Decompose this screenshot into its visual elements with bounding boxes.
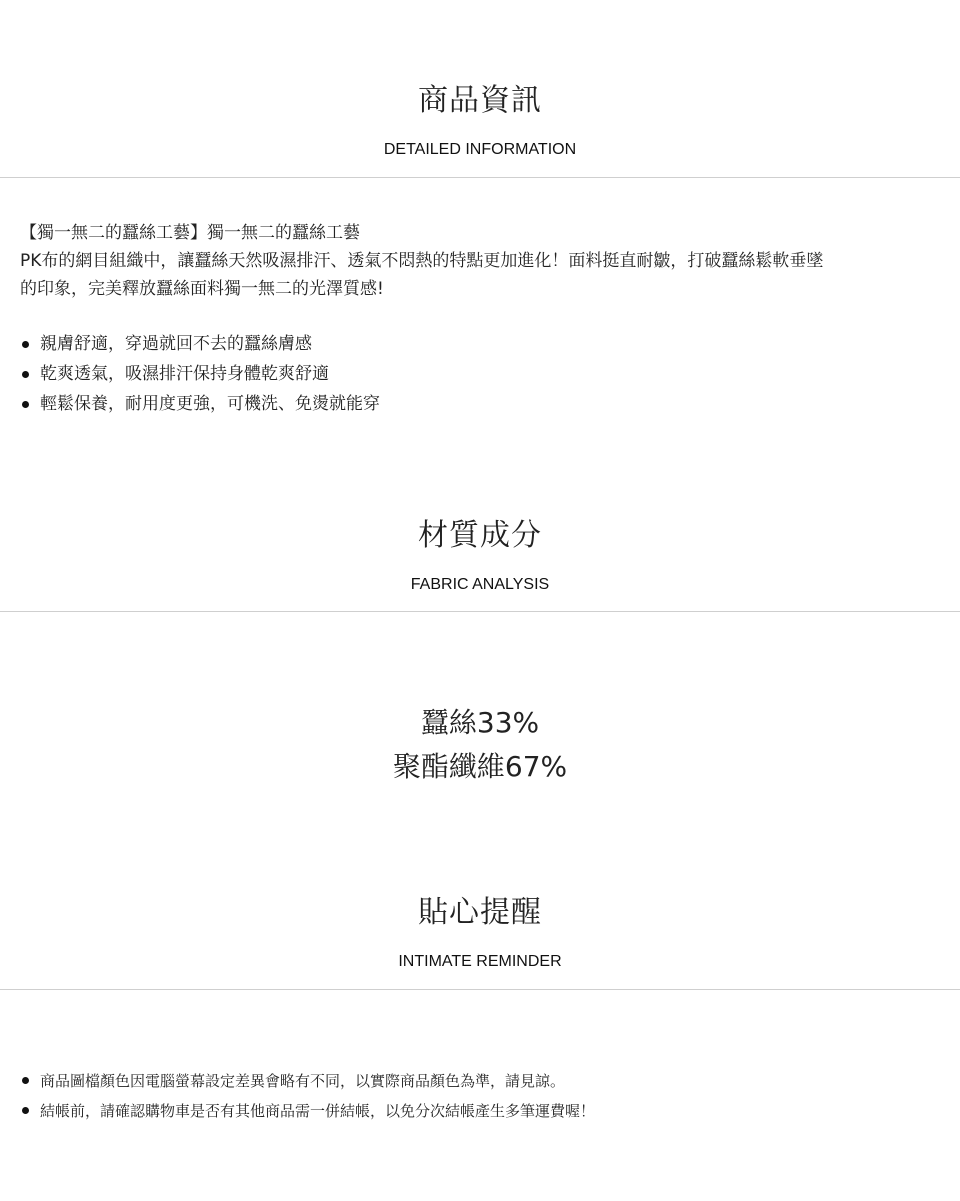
bullet-icon xyxy=(22,371,29,378)
reminder-text: 結帳前，請確認購物車是否有其他商品需一併結帳，以免分次結帳產生多筆運費喔！ xyxy=(40,1102,596,1120)
list-item xyxy=(20,329,940,359)
bullet-icon xyxy=(22,341,29,348)
list-item xyxy=(20,1066,940,1096)
description-line: PK布的網目組織中，讓蠶絲天然吸濕排汗、透氣不悶熱的特點更加進化！面料挺直耐皺，打破蠶絲鬆軟垂墜 xyxy=(20,251,824,271)
fabric-composition-silk: 蠶絲33% xyxy=(420,706,540,739)
fabric-title: 材質成分 xyxy=(418,518,542,553)
bullet-icon xyxy=(22,1077,29,1084)
feature-text: 乾爽透氣，吸濕排汗保持身體乾爽舒適 xyxy=(40,364,329,384)
bullet-icon xyxy=(22,1107,29,1114)
description-line: 的印象，完美釋放蠶絲面料獨一無二的光澤質感! xyxy=(20,279,384,299)
bullet-icon xyxy=(22,401,29,408)
product-info-subtitle: DETAILED INFORMATION xyxy=(383,141,577,158)
reminder-title: 貼心提醒 xyxy=(418,895,542,930)
feature-text: 輕鬆保養，耐用度更強，可機洗、免燙就能穿 xyxy=(40,394,380,414)
section-divider xyxy=(0,177,960,178)
feature-text: 親膚舒適，穿過就回不去的蠶絲膚感 xyxy=(40,334,312,354)
description-headline: 【獨一無二的蠶絲工藝】獨一無二的蠶絲工藝 xyxy=(20,223,360,243)
reminder-subtitle: INTIMATE REMINDER xyxy=(398,953,562,970)
product-description xyxy=(20,219,940,303)
fabric-subtitle: FABRIC ANALYSIS xyxy=(410,576,550,593)
list-item xyxy=(20,1096,940,1126)
reminder-list xyxy=(20,1066,940,1126)
product-info-title: 商品資訊 xyxy=(418,83,542,118)
section-divider xyxy=(0,611,960,612)
list-item xyxy=(20,389,940,419)
section-divider xyxy=(0,989,960,990)
reminder-text: 商品圖檔顏色因電腦螢幕設定差異會略有不同，以實際商品顏色為準，請見諒。 xyxy=(40,1072,566,1090)
fabric-composition-polyester: 聚酯纖維67% xyxy=(392,750,568,783)
list-item xyxy=(20,359,940,389)
feature-list xyxy=(20,329,940,419)
